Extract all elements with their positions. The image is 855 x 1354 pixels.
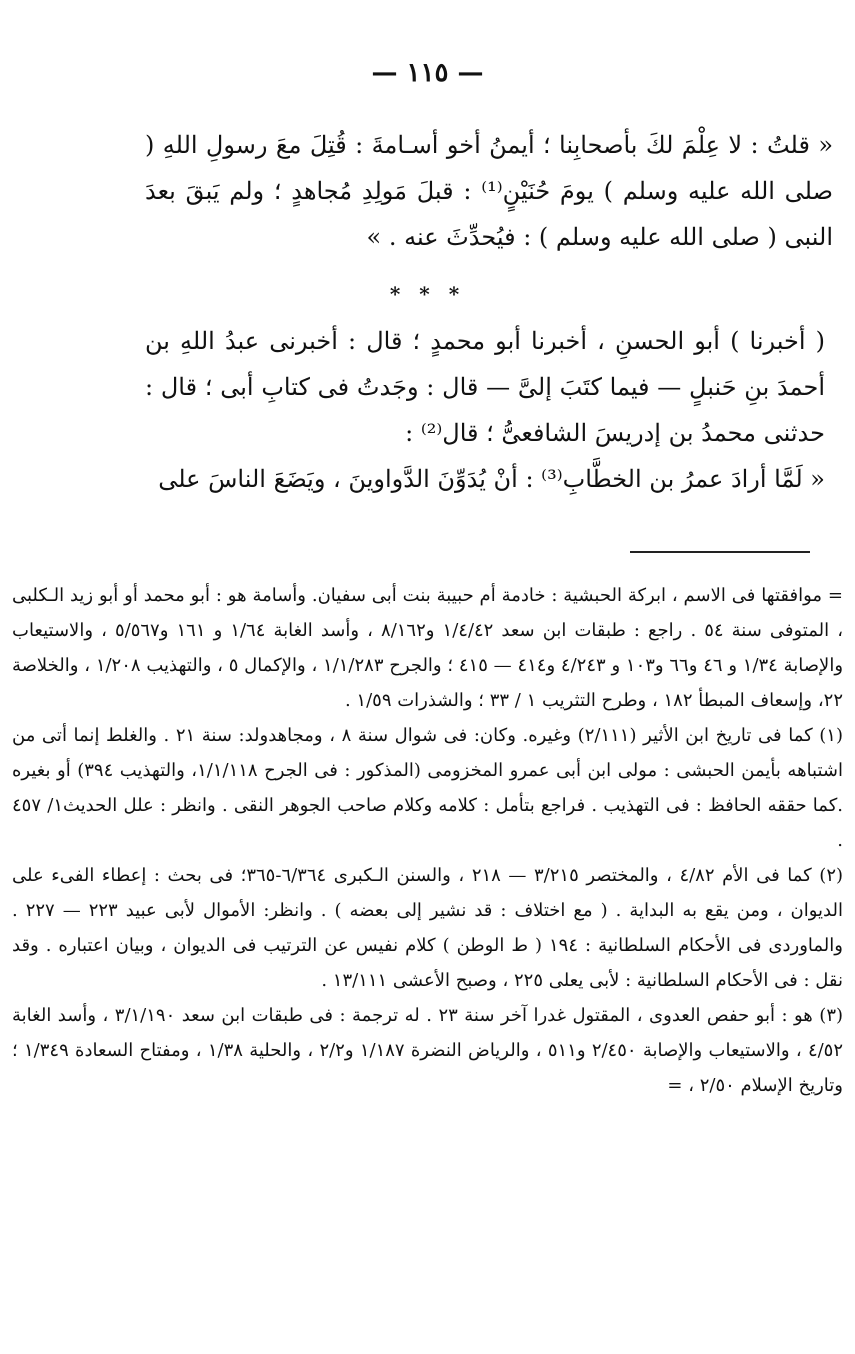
isnad-paragraph: ( أخبرنا ) أبو الحسنِ ، أخبرنا أبو محمدٍ ؛ قال : أخبرنى عبدُ اللهِ بن أحمدَ بنِ حَنبلٍ — فيما كتَبَ إلىَّ — قال : وجَدتُ فى كتابِ أبى ؛ قال : حدثنى محمدُ بن إدريسَ الشافعىُّ ؛ قال⁽²⁾ : — [145, 327, 825, 447]
footnote-2: (٢) كما فى الأم ٤/٨٢ ، والمختصر ٣/٢١٥ — ٢١٨ ، والسنن الـكبرى ٦/٣٦٤-٣٦٥؛ فى بحث : إعطاء الفىء على الديوان ، ومن يقع به البداية . ( مع اختلاف : قد نشير إلى بعضه ) . وانظر: الأموال لأبى عبيد ٢٢٣ — ٢٢٧ . والماوردى فى الأحكام السلطانية : ١٩٤ ( ط الوطن ) كلام نفيس عن الترتيب فى الديوان ، وبيان اعتباره . وقد نقل : فى الأحكام السلطانية : لأبى يعلى ٢٢٥ ، وصبح الأعشى ١٣/١١١ . — [12, 865, 844, 991]
footnote-3: (٣) هو : أبو حفص العدوى ، المقتول غدرا آخر سنة ٢٣ . له ترجمة : فى طبقات ابن سعد ٣/١/١٩٠ ، وأسد الغابة ٤/٥٢ ، والاستيعاب والإصابة ٢/٤٥٠ و٥١١ ، والرياض النضرة ١/١٨٧ و٢/٢ ، والحلية ١/٣٨ ، ومفتاح السعادة ١/٣٤٩ ؛ وتاريخ الإسلام ٢/٥٠ ، = — [12, 1005, 844, 1096]
footnote-1: (١) كما فى تاريخ ابن الأثير (٢/١١١) وغيره. وكان: فى شوال سنة ٨ ، ومجاهدولد: سنة ٢١ . والغلط إنما أتى من اشتباهه بأيمن الحبشى : مولى ابن أبى عمرو المخزومى (المذكور : فى الجرح ١/١/١١٨، والتهذيب ٣٩٤) أو بغيره .كما حققه الحافظ : فى التهذيب . فراجع بتأمل : كلامه وكلام صاحب الجوهر النقى . وانظر : علل الحديث١/ ٤٥٧ . — [12, 725, 844, 851]
page-number: — ١١٥ — — [371, 58, 484, 88]
main-text-block-2 — [145, 318, 825, 502]
footnotes — [12, 578, 843, 1103]
quote-paragraph-2: « لَمَّا أرادَ عمرُ بن الخطَّابِ⁽³⁾ : أنْ يُدَوِّنَ الدَّواوينَ ، ويَضَعَ الناسَ على — [158, 465, 825, 493]
quote-paragraph: « قلتُ : لا عِلْمَ لكَ بأصحابِنا ؛ أيمنُ أخو أسـامةَ : قُتِلَ معَ رسولِ اللهِ ( صلى الله عليه وسلم ) يومَ حُنَيْنٍ⁽¹⁾ : قبلَ مَولِدِ مُجاهدٍ ؛ ولم يَبقَ بعدَ النبى ( صلى الله عليه وسلم ) : فيُحدِّثَ عنه . » — [145, 131, 833, 251]
footnote-continuation: = موافقتها فى الاسم ، ابركة الحبشية : خادمة أم حبيبة بنت أبى سفيان. وأسامة هو : أبو محمد أو أبو زيد الـكلبى ، المتوفى سنة ٥٤ . راجع : طبقات ابن سعد ١/٤/٤٢ و٨/١٦٢ ، وأسد الغابة ١/٦٤ و ١٦١ و٥/٥٦٧ ، والاستيعاب والإصابة ١/٣٤ و ٤٦ و٦٦ و١٠٣ و ٤/٢٤٣ و٤١٤ — ٤١٥ ؛ والجرح ١/١/٢٨٣ ، والإكمال ٥ ، والتهذيب ١/٢٠٨ ، والخلاصة ٢٢، وإسعاف المبطأ ١٨٢ ، وطرح التثريب ١ / ٣٣ ؛ والشذرات ١/٥٩ . — [12, 585, 844, 711]
footnote-divider — [630, 551, 810, 553]
section-separator: * * * — [389, 282, 466, 306]
main-text-block-1 — [145, 122, 833, 260]
